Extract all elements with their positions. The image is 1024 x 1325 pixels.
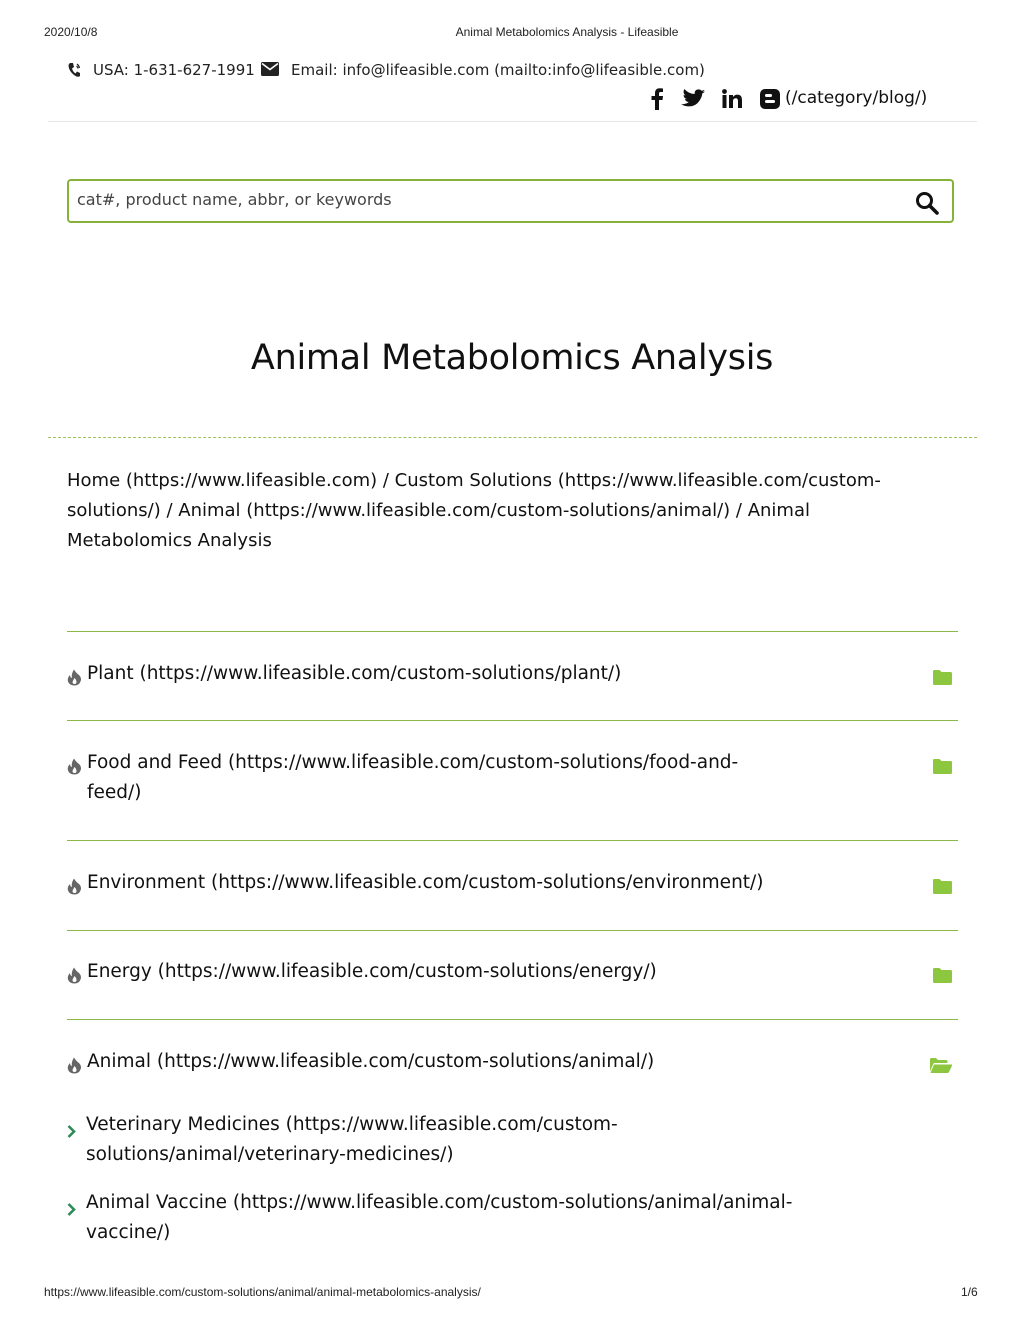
breadcrumb-line: Metabolomics Analysis	[67, 530, 272, 551]
subcategory-label[interactable]	[86, 1188, 866, 1248]
phone-icon	[67, 62, 81, 78]
subcategory-label[interactable]	[86, 1110, 866, 1170]
subcategory-label-line[interactable]: Veterinary Medicines (https://www.lifeasible.com/custom-	[86, 1114, 618, 1135]
print-footer-url: https://www.lifeasible.com/custom-solutions/animal/animal-metabolomics-analysis/	[44, 1285, 481, 1299]
category-label-line[interactable]: Food and Feed (https://www.lifeasible.com/custom-solutions/food-and-	[87, 752, 739, 773]
list-divider	[67, 930, 958, 931]
subcategory-item-animal-vaccine[interactable]	[67, 1188, 867, 1248]
subcategory-item-veterinary-medicines[interactable]	[67, 1110, 867, 1170]
folder-icon[interactable]	[933, 754, 952, 784]
chevron-right-icon	[67, 1196, 76, 1226]
print-doc-title: Animal Metabolomics Analysis - Lifeasible	[455, 25, 679, 39]
print-date: 2020/10/8	[44, 25, 98, 39]
page-title: Animal Metabolomics Analysis	[250, 338, 774, 378]
subcategory-label-line[interactable]: Animal Vaccine (https://www.lifeasible.com/custom-solutions/animal/animal-	[86, 1192, 793, 1213]
category-item-animal[interactable]	[67, 1047, 958, 1077]
search-box	[67, 179, 954, 223]
category-label[interactable]: Energy (https://www.lifeasible.com/custom-solutions/energy/)	[87, 961, 657, 982]
category-label[interactable]: Animal (https://www.lifeasible.com/custom-solutions/animal/)	[87, 1051, 655, 1072]
category-label-line[interactable]: feed/)	[87, 782, 142, 803]
twitter-icon[interactable]	[681, 89, 705, 109]
list-divider	[67, 840, 958, 841]
chevron-right-icon	[67, 1118, 76, 1148]
header-divider	[48, 121, 977, 122]
list-divider	[67, 720, 958, 721]
blog-link[interactable]: (/category/blog/)	[785, 88, 928, 108]
fire-icon	[67, 666, 82, 696]
subcategory-label-line[interactable]: solutions/animal/veterinary-medicines/)	[86, 1144, 454, 1165]
list-divider	[67, 1019, 958, 1020]
category-item-environment[interactable]	[67, 868, 958, 898]
fire-icon	[67, 1054, 82, 1084]
phone-number[interactable]: USA: 1-631-627-1991	[93, 61, 255, 79]
print-page-number: 1/6	[961, 1285, 978, 1299]
breadcrumb[interactable]	[67, 466, 967, 556]
folder-icon[interactable]	[933, 963, 952, 993]
category-item-energy[interactable]	[67, 957, 958, 987]
search-input[interactable]	[77, 190, 897, 209]
search-icon[interactable]	[915, 191, 939, 215]
folder-icon[interactable]	[933, 874, 952, 904]
category-item-plant[interactable]	[67, 659, 958, 689]
blogger-icon[interactable]	[760, 89, 780, 109]
linkedin-icon[interactable]	[722, 89, 742, 108]
fire-icon	[67, 964, 82, 994]
fire-icon	[67, 875, 82, 905]
list-divider	[67, 631, 958, 632]
category-label[interactable]	[87, 748, 867, 808]
category-label[interactable]: Environment (https://www.lifeasible.com/custom-solutions/environment/)	[87, 872, 764, 893]
folder-open-icon[interactable]	[930, 1053, 952, 1083]
breadcrumb-line[interactable]: Home (https://www.lifeasible.com) / Custom Solutions (https://www.lifeasible.com/custom-	[67, 470, 881, 491]
subcategory-label-line[interactable]: vaccine/)	[86, 1222, 171, 1243]
facebook-icon[interactable]	[650, 88, 664, 110]
folder-icon[interactable]	[933, 665, 952, 695]
title-divider	[48, 437, 977, 438]
category-item-food-and-feed[interactable]	[67, 748, 958, 808]
fire-icon	[67, 755, 82, 785]
envelope-icon	[261, 62, 279, 76]
category-label[interactable]: Plant (https://www.lifeasible.com/custom-solutions/plant/)	[87, 663, 622, 684]
breadcrumb-line[interactable]: solutions/) / Animal (https://www.lifeasible.com/custom-solutions/animal/) / Animal	[67, 500, 810, 521]
email-link[interactable]: Email: info@lifeasible.com (mailto:info@lifeasible.com)	[291, 61, 705, 79]
